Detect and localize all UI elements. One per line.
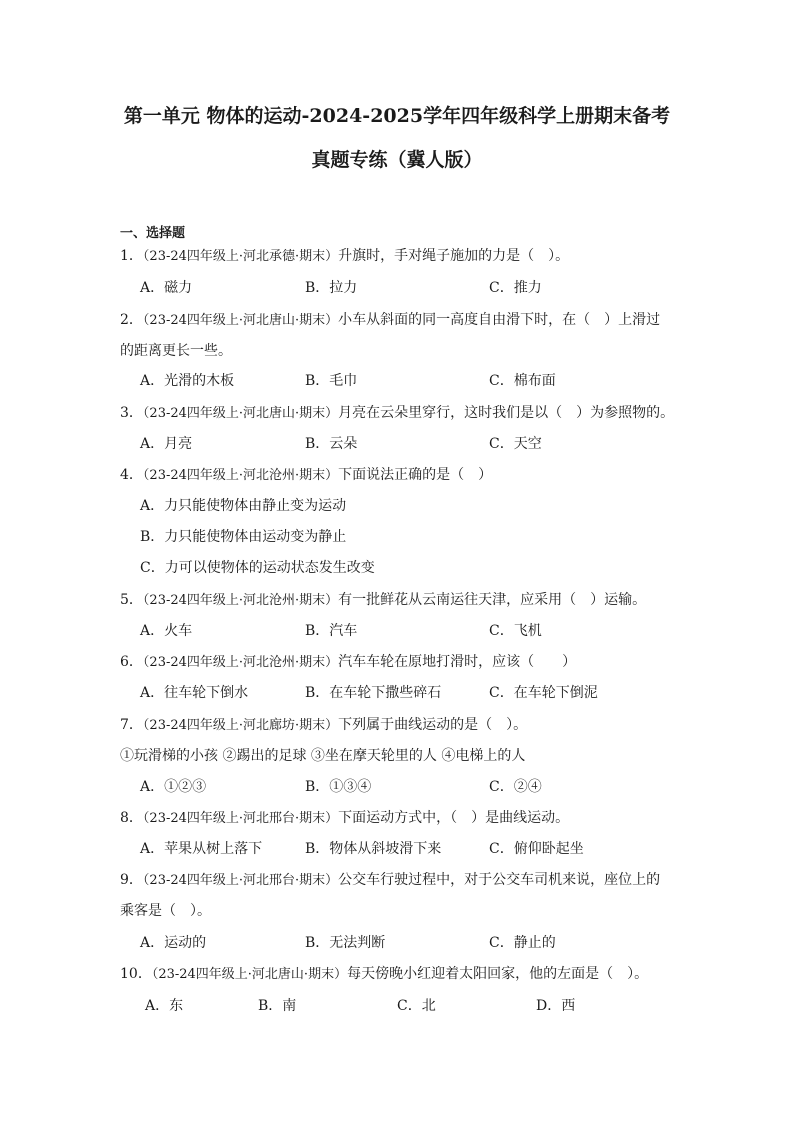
option-c: C．力可以使物体的运动状态发生改变 <box>140 560 375 576</box>
question-number: 6． <box>120 654 143 670</box>
option-b: B．力只能使物体由运动变为静止 <box>140 529 347 545</box>
question-source: （23-24四年级上·河北廊坊·期末） <box>142 718 339 733</box>
question-text: 有一批鲜花从云南运往天津，应采用（ ）运输。 <box>338 592 647 608</box>
question-text: 汽车车轮在原地打滑时，应该（ ） <box>338 654 577 670</box>
option-c: C．北 <box>397 998 436 1014</box>
option-a: A．苹果从树上落下 <box>140 841 263 857</box>
page-title-line-1: 第一单元 物体的运动-2024-2025学年四年级科学上册期末备考 <box>123 105 671 127</box>
question-9-continued: 乘客是（ ）。 <box>120 903 211 919</box>
question-number: 1． <box>120 248 143 264</box>
question-10 <box>120 964 648 985</box>
option-a: A．往车轮下倒水 <box>140 685 249 701</box>
option-b: B．汽车 <box>305 623 358 639</box>
option-a: A．①②③ <box>140 779 207 795</box>
option-b: B．①③④ <box>305 779 372 795</box>
question-source: （23-24四年级上·河北沧州·期末） <box>142 593 339 608</box>
question-text: 下列属于曲线运动的是（ ）。 <box>338 717 528 733</box>
option-a: A．月亮 <box>140 436 193 452</box>
question-9 <box>120 870 660 891</box>
option-d: D．西 <box>536 998 576 1014</box>
question-text: 小车从斜面的同一高度自由滑下时，在（ ）上滑过 <box>338 312 661 328</box>
question-text: 月亮在云朵里穿行，这时我们是以（ ）为参照物的。 <box>338 405 675 421</box>
question-source: （23-24四年级上·河北唐山·期末） <box>142 313 339 328</box>
question-6 <box>120 652 576 673</box>
option-c: C．俯仰卧起坐 <box>489 841 584 857</box>
question-8 <box>120 808 569 829</box>
option-c: C．天空 <box>489 436 542 452</box>
question-1 <box>120 246 569 267</box>
option-c: C．在车轮下倒泥 <box>489 685 598 701</box>
question-text: 公交车行驶过程中，对于公交车司机来说，座位上的 <box>338 872 661 888</box>
question-text: 升旗时，手对绳子施加的力是（ ）。 <box>338 248 570 264</box>
option-b: B．毛巾 <box>305 373 358 389</box>
question-number: 2． <box>120 312 143 328</box>
question-2 <box>120 310 660 331</box>
question-source: （23-24四年级上·河北邢台·期末） <box>142 873 339 888</box>
option-c: C．飞机 <box>489 623 542 639</box>
option-c: C．棉布面 <box>489 373 556 389</box>
question-7 <box>120 715 527 736</box>
option-c: C．②④ <box>489 779 542 795</box>
option-b: B．云朵 <box>305 436 358 452</box>
question-number: 3． <box>120 405 143 421</box>
option-b: B．物体从斜坡滑下来 <box>305 841 442 857</box>
option-a: A．运动的 <box>140 935 207 951</box>
option-a: A．火车 <box>140 623 193 639</box>
option-c: C．推力 <box>489 280 542 296</box>
option-b: B．无法判断 <box>305 935 386 951</box>
question-7-items: ①玩滑梯的小孩 ②踢出的足球 ③坐在摩天轮里的人 ④电梯上的人 <box>120 748 526 764</box>
question-source: （23-24四年级上·河北唐山·期末） <box>142 406 339 421</box>
question-text: 下面运动方式中，（ ）是曲线运动。 <box>338 810 570 826</box>
question-source: （23-24四年级上·河北沧州·期末） <box>142 655 339 670</box>
section-heading: 一、选择题 <box>120 226 186 241</box>
question-source: （23-24四年级上·河北承德·期末） <box>142 249 339 264</box>
question-number: 5． <box>120 592 143 608</box>
question-source: （23-24四年级上·河北邢台·期末） <box>142 811 339 826</box>
question-source: （23-24四年级上·河北唐山·期末） <box>151 967 348 982</box>
option-a: A．东 <box>145 998 184 1014</box>
question-4 <box>120 465 492 486</box>
option-b: B．南 <box>258 998 297 1014</box>
question-number: 8． <box>120 810 143 826</box>
question-number: 10． <box>120 966 152 982</box>
question-2-continued: 的距离更长一些。 <box>120 343 232 359</box>
option-c: C．静止的 <box>489 935 556 951</box>
option-a: A．光滑的木板 <box>140 373 235 389</box>
option-a: A．力只能使物体由静止变为运动 <box>140 498 347 514</box>
question-text: 每天傍晚小红迎着太阳回家，他的左面是（ ）。 <box>347 966 649 982</box>
option-b: B．拉力 <box>305 280 358 296</box>
option-a: A．磁力 <box>140 280 193 296</box>
question-text: 下面说法正确的是（ ） <box>338 467 493 483</box>
question-source: （23-24四年级上·河北沧州·期末） <box>142 468 339 483</box>
question-3 <box>120 403 674 424</box>
option-b: B．在车轮下撒些碎石 <box>305 685 442 701</box>
question-number: 9． <box>120 872 143 888</box>
question-number: 4． <box>120 467 143 483</box>
page-title-line-2: 真题专练（冀人版） <box>311 149 483 171</box>
question-number: 7． <box>120 717 143 733</box>
question-5 <box>120 590 646 611</box>
